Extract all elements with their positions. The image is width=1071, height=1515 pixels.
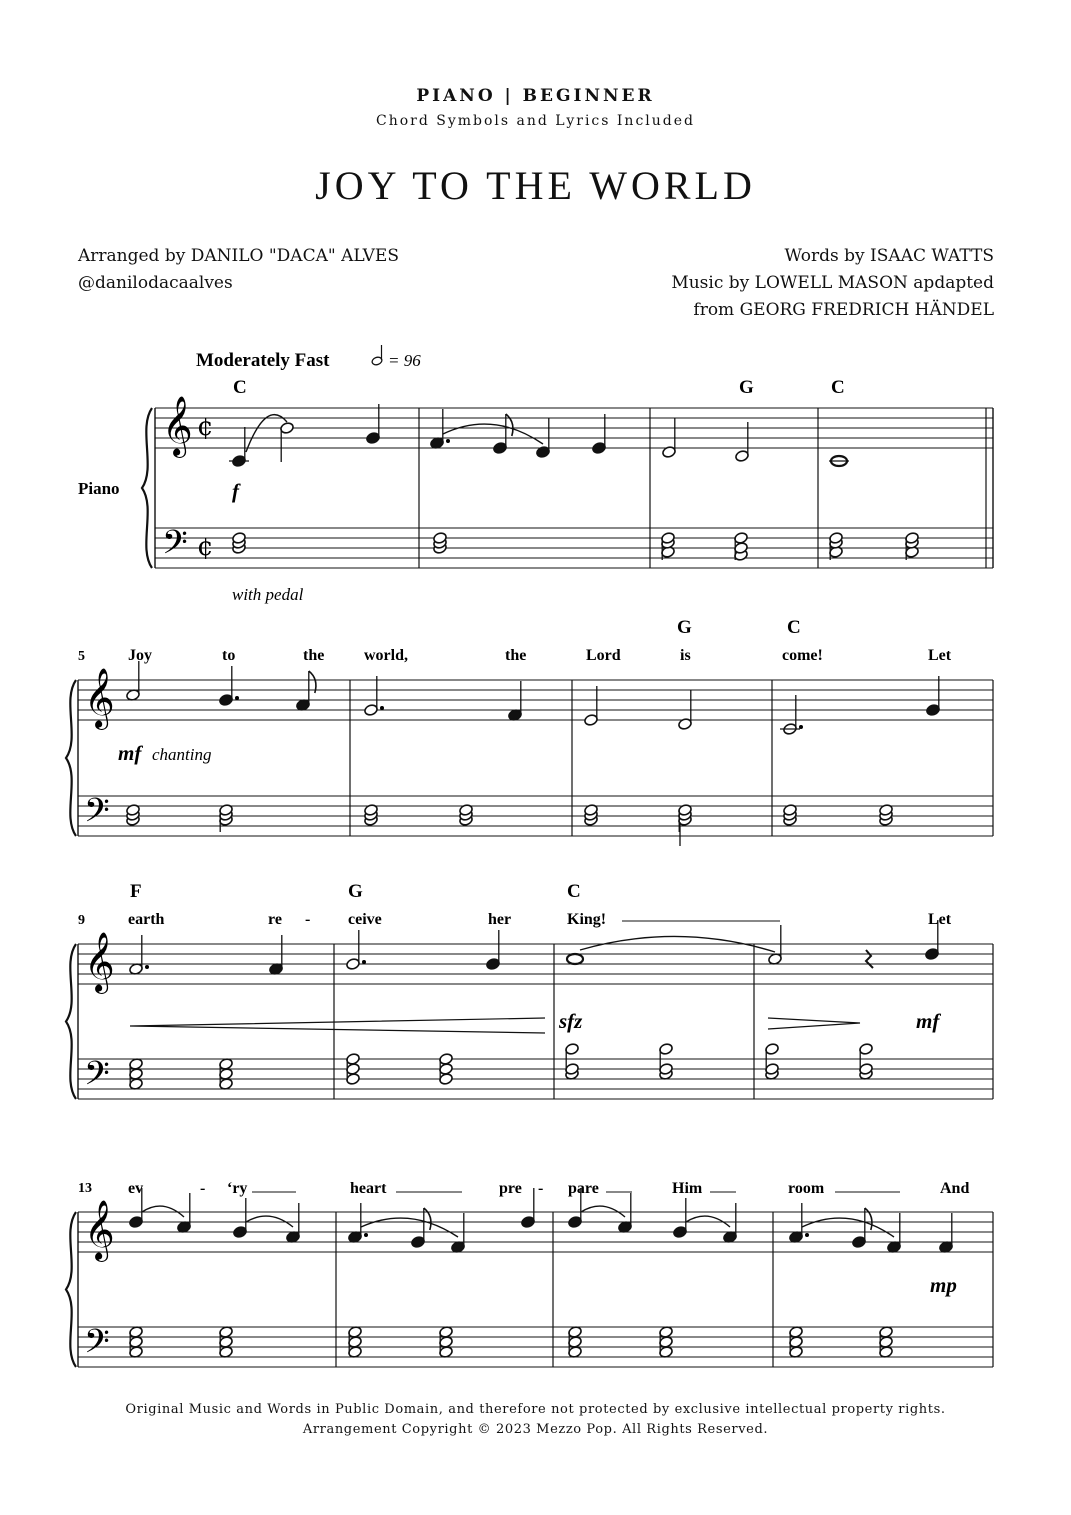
instrument-label: Piano <box>78 479 120 498</box>
lyric-syllable: re <box>268 911 282 928</box>
words-credit: Words by ISAAC WATTS <box>784 246 994 266</box>
dot <box>364 1233 368 1237</box>
chord-symbol: G <box>739 377 754 398</box>
pedal-instruction: with pedal <box>232 585 304 604</box>
eighth-flag <box>506 414 513 436</box>
measure-number: 5 <box>78 649 85 664</box>
music-credit-line2: from GEORG FREDRICH HÄNDEL <box>693 300 994 320</box>
chord-symbol: G <box>677 617 692 638</box>
slur <box>443 424 543 444</box>
lyric-syllable: ev <box>128 1180 144 1197</box>
subtitle: Chord Symbols and Lyrics Included <box>375 113 695 129</box>
grand-staff-brace <box>66 944 76 1099</box>
chord-symbol: C <box>567 881 581 902</box>
lyric-syllable: heart <box>350 1180 387 1197</box>
treble-clef: 𝄞 <box>84 668 115 728</box>
slur <box>802 1218 894 1237</box>
lyric-syllable: Lord <box>586 647 621 664</box>
lyric-syllable: - <box>200 1180 206 1197</box>
arranger-handle: @danilodacaalves <box>78 273 233 293</box>
arranger-credit: Arranged by DANILO "DACA" ALVES <box>78 246 399 266</box>
lyric-syllable: Him <box>672 1180 703 1197</box>
dot <box>362 960 366 964</box>
quarter-rest <box>866 950 873 968</box>
lyric-syllable: her <box>488 911 512 928</box>
chord-symbol: C <box>831 377 845 398</box>
lyric-syllable: ‘ry <box>227 1180 248 1197</box>
cut-time-signature: ¢ <box>197 412 214 442</box>
bass-clef: 𝄢 <box>84 1055 110 1101</box>
lyric-syllable: earth <box>128 911 165 928</box>
lyric-syllable: King! <box>567 911 607 928</box>
dot <box>145 965 149 969</box>
lyric-syllable: ceive <box>348 911 382 928</box>
measure-number: 9 <box>78 913 85 928</box>
tempo-marking: Moderately Fast <box>196 350 330 371</box>
copyright-line2: Arrangement Copyright © 2023 Mezzo Pop. All Rights Reserved. <box>302 1422 769 1437</box>
bass-clef: 𝄢 <box>84 792 110 838</box>
lyric-syllable: pre <box>499 1180 522 1197</box>
dot <box>446 439 450 443</box>
dynamic-marking: mf <box>916 1009 940 1033</box>
eighth-flag <box>865 1208 872 1230</box>
music-credit-line1: Music by LOWELL MASON apdapted <box>671 273 994 293</box>
chord-symbol: C <box>787 617 801 638</box>
slur <box>361 1218 458 1237</box>
lyric-syllable: And <box>940 1180 970 1197</box>
lyric-syllable: - <box>538 1180 544 1197</box>
expression-text: chanting <box>152 745 212 764</box>
lyric-syllable: the <box>303 647 325 664</box>
bass-clef: 𝄢 <box>84 1323 110 1369</box>
treble-clef: 𝄞 <box>84 932 115 992</box>
chord-symbol: C <box>233 377 247 398</box>
lyric-syllable: world, <box>364 647 408 664</box>
lyric-syllable: come! <box>782 647 823 664</box>
lyric-syllable: Let <box>928 647 952 664</box>
dynamic-marking: sfz <box>559 1009 583 1033</box>
treble-clef: 𝄞 <box>162 396 193 456</box>
treble-clef: 𝄞 <box>84 1200 115 1260</box>
tempo-value: = 96 <box>388 351 421 370</box>
dynamic-marking: mf <box>118 741 142 765</box>
chord-symbol: G <box>348 881 363 902</box>
lyric-syllable: to <box>222 647 236 664</box>
dynamic-marking: mp <box>930 1273 957 1297</box>
page-title: JOY TO THE WORLD <box>315 163 756 208</box>
decrescendo-hairpin <box>768 1018 860 1029</box>
grand-staff-brace <box>142 408 152 568</box>
lyric-syllable: pare <box>568 1180 599 1197</box>
eighth-flag <box>424 1208 431 1230</box>
cut-time-signature: ¢ <box>197 532 214 562</box>
chord-symbol: F <box>130 881 142 902</box>
lyric-syllable: Let <box>928 911 952 928</box>
dot <box>380 706 384 710</box>
lyric-syllable: Joy <box>128 647 152 664</box>
copyright-line1: Original Music and Words in Public Domain, and therefore not protected by exclusive intellectual property rights. <box>125 1402 946 1417</box>
lyric-syllable: - <box>305 911 311 928</box>
level-label: PIANO | BEGINNER <box>416 86 655 106</box>
measure-number: 13 <box>78 1181 92 1196</box>
dot <box>235 696 239 700</box>
lyric-syllable: is <box>680 647 691 664</box>
lyric-syllable: the <box>505 647 527 664</box>
lyric-syllable: room <box>788 1180 825 1197</box>
grand-staff-brace <box>66 1212 76 1367</box>
crescendo-hairpin <box>130 1018 545 1033</box>
dynamic-marking: f <box>232 479 239 503</box>
copyright-footer <box>0 1400 1071 1440</box>
bass-clef: 𝄢 <box>162 524 188 570</box>
grand-staff-brace <box>66 680 76 836</box>
dot <box>805 1233 809 1237</box>
whole-note-head <box>567 954 583 964</box>
